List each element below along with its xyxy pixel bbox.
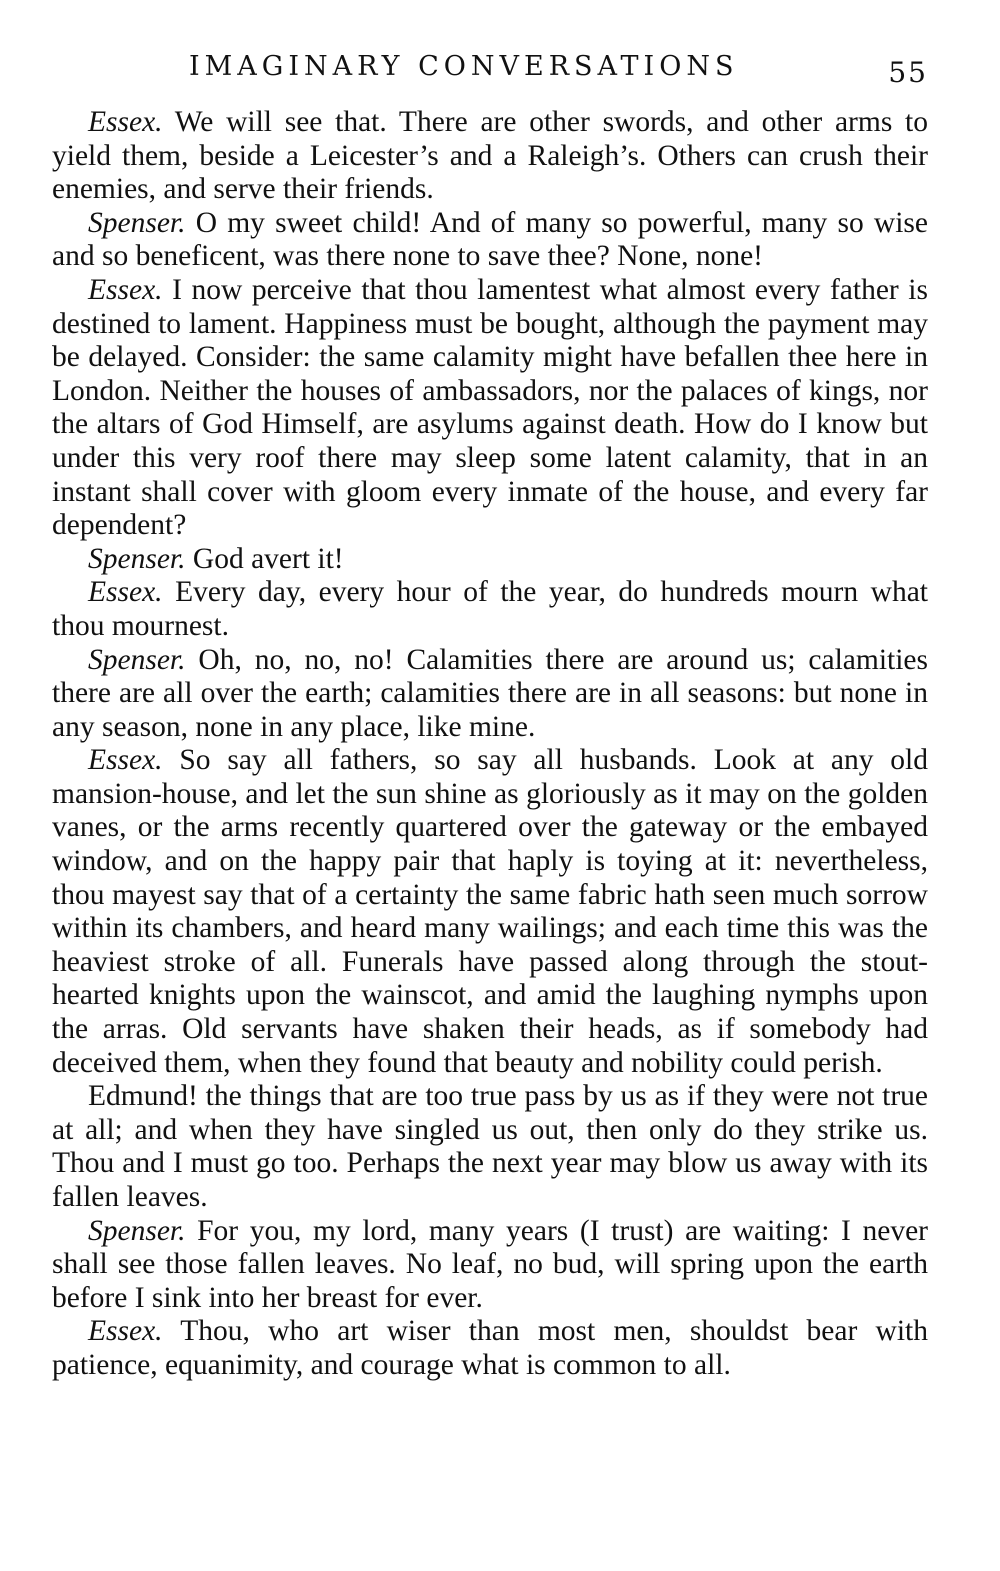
paragraph bbox=[52, 576, 928, 643]
speech-text: We will see that. There are other swords, and other arms to yield them, beside a Leicester’s and a Raleigh’s. Others can crush their enemies, and serve their friends. bbox=[52, 106, 928, 206]
paragraph bbox=[52, 106, 928, 207]
speaker-name: Essex. bbox=[88, 106, 163, 138]
speaker-name: Spenser. bbox=[88, 1214, 186, 1247]
page-number: 55 bbox=[888, 56, 928, 89]
paragraph bbox=[52, 644, 928, 745]
paragraph bbox=[52, 274, 928, 543]
speaker-name: Essex. bbox=[88, 744, 163, 777]
speech-text: O my sweet child! And of many so powerful, many so wise and so beneficent, was there none to save thee? None, none! bbox=[52, 206, 928, 273]
speech-text: So say all fathers, so say all husbands. Look at any old mansion-house, and let the sun shine as gloriously as it may on the golden vanes, or the arms recently quartered over the gateway or the embayed window, and on the happy pair that haply is toying at it: nevertheless, thou mayest say that of a certainty the same fabric hath seen much sorrow within its chambers, and heard many wailings; and each time this was the heaviest stroke of all. Funerals have passed along through the stout-hearted knights upon the wainscot, and amid the laughing nymphs upon the arras. Old servants have shaken their heads, as if somebody had deceived them, when they found that beauty and nobility could perish. bbox=[52, 744, 928, 1079]
speaker-name: Essex. bbox=[88, 1315, 163, 1348]
speech-text: For you, my lord, many years (I trust) are waiting: I never shall see those fallen leaves. No leaf, no bud, will spring upon the earth before I sink into her breast for ever. bbox=[52, 1214, 928, 1314]
paragraph bbox=[52, 207, 928, 274]
speech-text: I now perceive that thou lamentest what almost every father is destined to lament. Happiness must be bought, although the payment may be delayed. Consider: the same calamity might have befallen thee here in London. Neither the houses of ambassadors, nor the palaces of kings, nor the altars of God Himself, are asylums against death. How do I know but under this very roof there may sleep some latent calamity, that in an instant shall cover with gloom every inmate of the house, and every far dependent? bbox=[52, 273, 928, 542]
paragraph bbox=[52, 543, 928, 577]
paragraph bbox=[52, 1315, 928, 1382]
speech-text: Thou, who art wiser than most men, shouldst bear with patience, equanimity, and courage what is common to all. bbox=[52, 1315, 928, 1381]
speech-text: Edmund! the things that are too true pass by us as if they were not true at all; and when they have singled us out, then only do they strike us. Thou and I must go too. Perhaps the next year may blow us away with its fallen leaves. bbox=[52, 1080, 928, 1213]
paragraph bbox=[52, 744, 928, 1080]
speaker-name: Essex. bbox=[88, 273, 163, 306]
paragraph bbox=[52, 1215, 928, 1316]
speaker-name: Spenser. bbox=[88, 542, 186, 575]
speech-text: God avert it! bbox=[185, 542, 344, 575]
running-title: IMAGINARY CONVERSATIONS bbox=[189, 51, 739, 82]
speech-text: Oh, no, no, no! Calamities there are around us; calamities there are all over the earth; calamities there are in all seasons: but none in any season, none in any place, like mine. bbox=[52, 643, 928, 743]
speech-text: Every day, every hour of the year, do hundreds mourn what thou mournest. bbox=[52, 576, 928, 642]
speaker-name: Essex. bbox=[88, 576, 163, 609]
speaker-name: Spenser. bbox=[88, 643, 186, 676]
dialogue-text bbox=[52, 106, 928, 1383]
speaker-name: Spenser. bbox=[88, 206, 186, 239]
paragraph bbox=[52, 1080, 928, 1214]
